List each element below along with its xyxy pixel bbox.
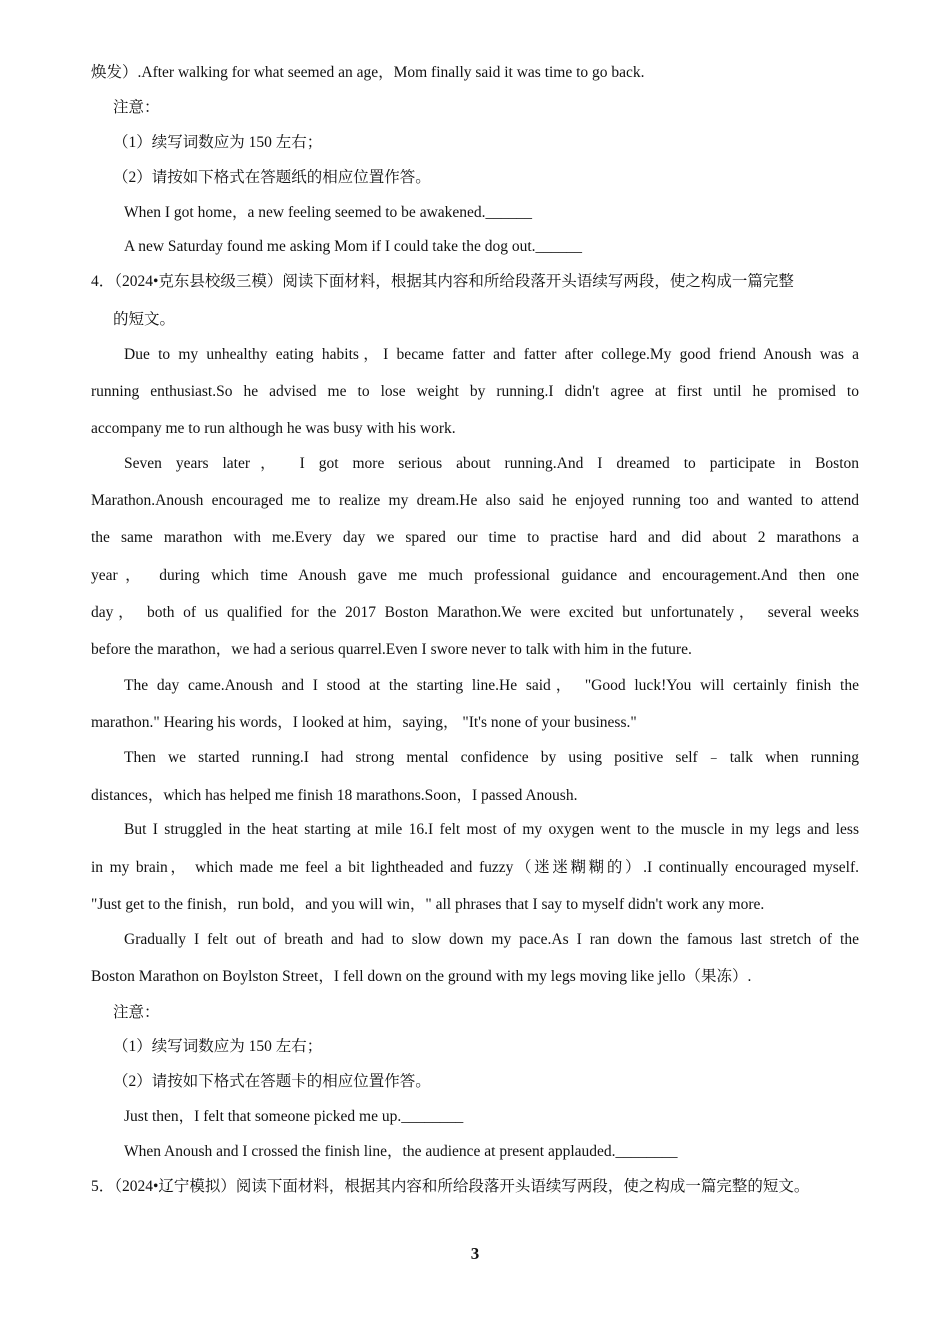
page-number: 3 bbox=[470, 1244, 480, 1263]
paragraph-starter: A new Saturday found me asking Mom if I could take the dog out.______ bbox=[124, 238, 583, 255]
passage-line: Due to my unhealthy eating habits，I became fatter and fatter after college.My good friend Anoush was a bbox=[124, 346, 859, 363]
passage-line: accompany me to run although he was busy with his work. bbox=[91, 420, 456, 437]
passage-line: "Just get to the finish，run bold，and you will win，" all phrases that I say to myself didn't work any more. bbox=[91, 896, 765, 913]
passage-line: day， both of us qualified for the 2017 Boston Marathon.We were excited but unfortunately， several weeks bbox=[91, 604, 859, 621]
note-item: （2）请按如下格式在答题纸的相应位置作答。 bbox=[113, 169, 431, 186]
passage-line: running enthusiast.So he advised me to lose weight by running.I didn't agree at first until he promised to bbox=[91, 383, 859, 400]
question-header: 的短文。 bbox=[113, 311, 176, 328]
passage-line: before the marathon，we had a serious quarrel.Even I swore never to talk with him in the future. bbox=[91, 641, 692, 658]
passage-line: marathon." Hearing his words，I looked at him，saying， "It's none of your business." bbox=[91, 714, 637, 731]
passage-line: Marathon.Anoush encouraged me to realize my dream.He also said he enjoyed running too and wanted to attend bbox=[91, 492, 859, 509]
passage-line: Then we started running.I had strong mental confidence by using positive self﹣talk when running bbox=[124, 749, 859, 766]
passage-line: in my brain， which made me feel a bit lightheaded and fuzzy（迷迷糊糊的）.I continually encouraged myself. bbox=[91, 859, 859, 876]
note-heading: 注意： bbox=[113, 99, 160, 116]
question-header: 4．（2024•克东县校级三模）阅读下面材料，根据其内容和所给段落开头语续写两段，使之构成一篇完整 bbox=[91, 273, 794, 290]
passage-line: the same marathon with me.Every day we spared our time to practise hard and did about 2 marathons a bbox=[91, 529, 859, 546]
note-heading: 注意： bbox=[113, 1004, 160, 1021]
passage-line: Boston Marathon on Boylston Street，I fell down on the ground with my legs moving like jello（果冻）. bbox=[91, 968, 752, 985]
passage-line: year， during which time Anoush gave me much professional guidance and encouragement.And then one bbox=[91, 567, 859, 584]
passage-line: The day came.Anoush and I stood at the starting line.He said， "Good luck!You will certainly finish the bbox=[124, 677, 859, 694]
passage-line: Seven years later， I got more serious about running.And I dreamed to participate in Boston bbox=[124, 455, 859, 472]
paragraph-starter: When I got home，a new feeling seemed to be awakened.______ bbox=[124, 204, 533, 221]
paragraph-starter: Just then，I felt that someone picked me up.________ bbox=[124, 1108, 464, 1125]
question-header: 5．（2024•辽宁模拟）阅读下面材料，根据其内容和所给段落开头语续写两段，使之构成一篇完整的短文。 bbox=[91, 1178, 810, 1195]
paragraph-starter: When Anoush and I crossed the finish line，the audience at present applauded.________ bbox=[124, 1143, 678, 1160]
note-item: （1）续写词数应为 150 左右； bbox=[113, 134, 323, 151]
note-item: （1）续写词数应为 150 左右； bbox=[113, 1038, 323, 1055]
note-item: （2）请按如下格式在答题卡的相应位置作答。 bbox=[113, 1073, 431, 1090]
passage-line: But I struggled in the heat starting at mile 16.I felt most of my oxygen went to the muscle in my legs and less bbox=[124, 821, 859, 838]
text-line: 焕发）.After walking for what seemed an age，Mom finally said it was time to go back. bbox=[91, 64, 645, 81]
passage-line: Gradually I felt out of breath and had to slow down my pace.As I ran down the famous last stretch of the bbox=[124, 931, 859, 948]
passage-line: distances，which has helped me finish 18 marathons.Soon，I passed Anoush. bbox=[91, 787, 578, 804]
